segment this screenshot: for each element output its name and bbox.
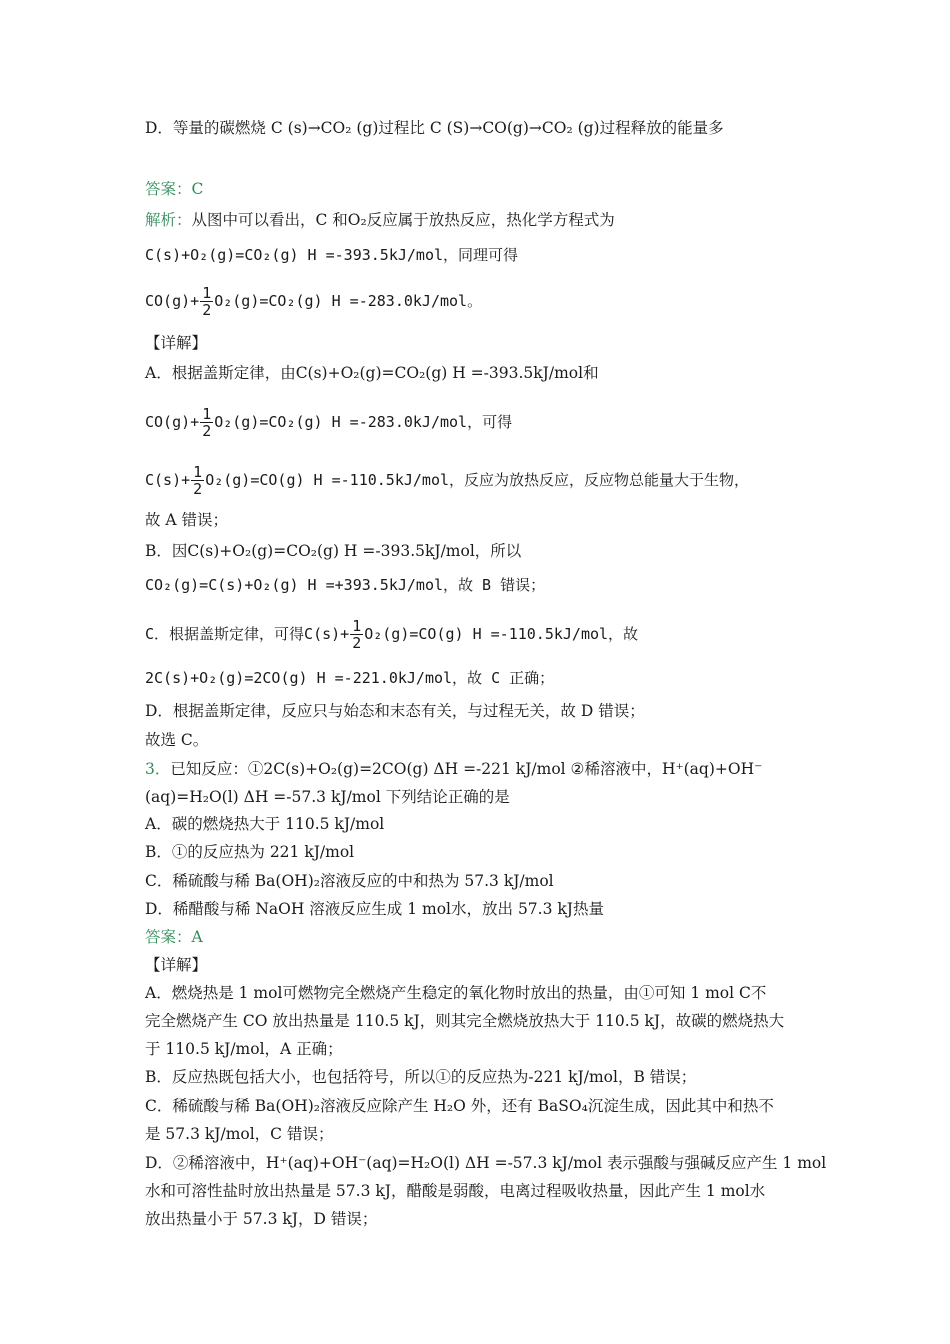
- detail-b-1: B．因C(s)+O₂(g)=CO₂(g) H =-393.5kJ/mol，所以: [145, 542, 522, 560]
- explain-line-9: 放出热量小于 57.3 kJ，D 错误；: [145, 1210, 378, 1228]
- a2-post: O₂(g)=CO₂(g) H =-283.0kJ/mol，可得: [214, 413, 513, 431]
- fraction-half: [350, 618, 363, 651]
- a3-post: O₂(g)=CO(g) H =-110.5kJ/mol，反应为放热反应，反应物总能量大于生物，: [205, 471, 750, 489]
- analysis-line: [145, 209, 615, 231]
- frac-num: 1: [193, 463, 203, 481]
- q3-option-b: B．①的反应热为 221 kJ/mol: [145, 843, 355, 861]
- detail-heading-2: 【详解】: [145, 956, 208, 974]
- question-number: 3．: [145, 760, 171, 778]
- frac-den: 2: [202, 301, 212, 319]
- frac-den: 2: [352, 634, 362, 652]
- choose-line: 故选 C。: [145, 731, 209, 749]
- answer-1: 答案：C: [145, 180, 204, 198]
- explain-line-8: 水和可溶性盐时放出热量是 57.3 kJ，醋酸是弱酸，电离过程吸收热量，因此产生 1 mol水: [145, 1182, 766, 1200]
- equation-1: C(s)+O₂(g)=CO₂(g) H =-393.5kJ/mol，同理可得: [145, 246, 519, 264]
- explain-line-6: 是 57.3 kJ/mol，C 错误；: [145, 1125, 334, 1143]
- question-3-line-1: [145, 758, 762, 780]
- frac-den: 2: [193, 480, 203, 498]
- detail-d-1: D．根据盖斯定律，反应只与始态和末态有关，与过程无关，故 D 错误；: [145, 702, 645, 720]
- a3-pre: C(s)+: [145, 471, 191, 489]
- question-3-line-2: (aq)=H₂O(l) ΔH =-57.3 kJ/mol 下列结论正确的是: [145, 788, 510, 806]
- question-3-text: 已知反应：①2C(s)+O₂(g)=2CO(g) ΔH =-221 kJ/mol ②稀溶液中，H⁺(aq)+OH⁻: [170, 760, 763, 778]
- detail-a-1: A．根据盖斯定律，由C(s)+O₂(g)=CO₂(g) H =-393.5kJ/mol和: [145, 364, 599, 382]
- detail-a-4: 故 A 错误；: [145, 511, 229, 529]
- equation-2: [145, 285, 482, 318]
- fraction-half: [191, 464, 204, 497]
- analysis-label: 解析：: [145, 211, 192, 229]
- detail-a-3: [145, 464, 749, 497]
- q3-option-a: A．碳的燃烧热大于 110.5 kJ/mol: [145, 815, 385, 833]
- option-d-line: D．等量的碳燃烧 C (s)→CO₂ (g)过程比 C (S)→CO(g)→CO₂ (g)过程释放的能量多: [145, 119, 724, 137]
- detail-heading-1: 【详解】: [145, 334, 208, 352]
- analysis-text: 从图中可以看出，C 和O₂反应属于放热反应，热化学方程式为: [191, 211, 615, 229]
- eq2-pre: CO(g)+: [145, 292, 200, 310]
- a2-pre: CO(g)+: [145, 413, 200, 431]
- detail-a-2: [145, 406, 512, 439]
- explain-line-4: B．反应热既包括大小，也包括符号，所以①的反应热为-221 kJ/mol，B 错误；: [145, 1068, 697, 1086]
- c1-pre: C．根据盖斯定律，可得C(s)+: [145, 625, 350, 643]
- explain-line-2: 完全燃烧产生 CO 放出热量是 110.5 kJ，则其完全燃烧放热大于 110.5 kJ，故碳的燃烧热大: [145, 1012, 785, 1030]
- frac-num: 1: [352, 617, 362, 635]
- detail-b-2: CO₂(g)=C(s)+O₂(g) H =+393.5kJ/mol，故 B 错误；: [145, 576, 546, 594]
- q3-option-c: C．稀硫酸与稀 Ba(OH)₂溶液反应的中和热为 57.3 kJ/mol: [145, 872, 554, 890]
- explain-line-1: A．燃烧热是 1 mol可燃物完全燃烧产生稳定的氧化物时放出的热量，由①可知 1 mol C不: [145, 984, 767, 1002]
- frac-num: 1: [202, 284, 212, 302]
- explain-line-5: C．稀硫酸与稀 Ba(OH)₂溶液反应除产生 H₂O 外，还有 BaSO₄沉淀生成，因此其中和热不: [145, 1097, 774, 1115]
- explain-line-3: 于 110.5 kJ/mol，A 正确；: [145, 1040, 343, 1058]
- explain-line-7: D．②稀溶液中，H⁺(aq)+OH⁻(aq)=H₂O(l) ΔH =-57.3 kJ/mol 表示强酸与强碱反应产生 1 mol: [145, 1154, 827, 1172]
- detail-c-2: 2C(s)+O₂(g)=2CO(g) H =-221.0kJ/mol，故 C 正确；: [145, 669, 555, 687]
- c1-post: O₂(g)=CO(g) H =-110.5kJ/mol，故: [364, 625, 639, 643]
- detail-c-1: [145, 618, 638, 651]
- frac-num: 1: [202, 405, 212, 423]
- eq2-post: O₂(g)=CO₂(g) H =-283.0kJ/mol。: [214, 292, 483, 310]
- q3-option-d: D．稀醋酸与稀 NaOH 溶液反应生成 1 mol水，放出 57.3 kJ热量: [145, 900, 604, 918]
- fraction-half: [200, 285, 213, 318]
- answer-2: 答案：A: [145, 928, 203, 946]
- frac-den: 2: [202, 422, 212, 440]
- fraction-half: [200, 406, 213, 439]
